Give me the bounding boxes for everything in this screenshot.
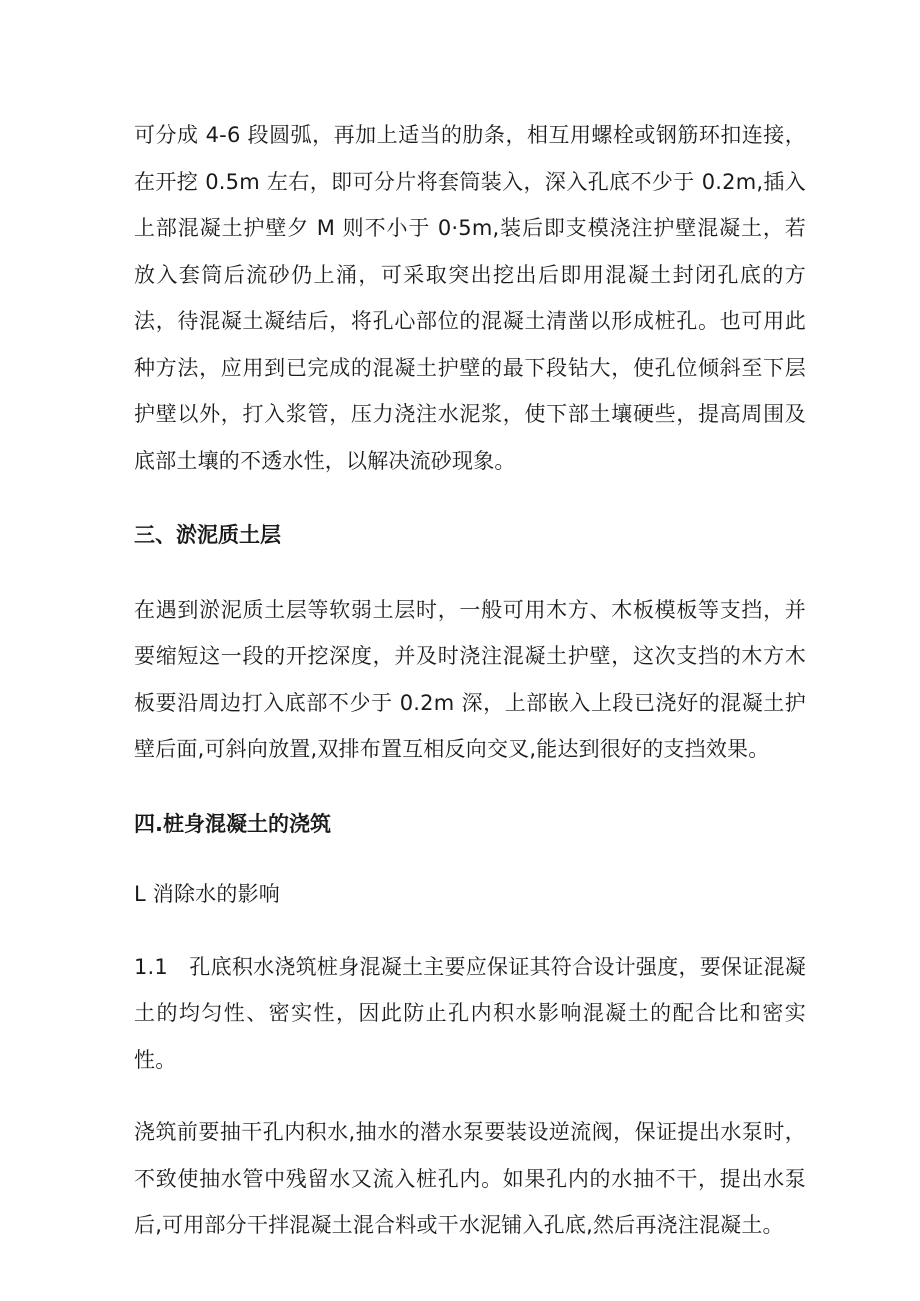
paragraph-casing-method: 可分成 4-6 段圆弧，再加上适当的肋条，相互用螺栓或钢筋环扣连接，在开挖 0.5m 左右，即可分片将套筒装入，深入孔底不少于 0.2m,插入上部混凝土护壁夕 M 则不小于 0·5m,装后即支模浇注护壁混凝土，若放入套筒后流砂仍上涌，可采取突出挖出后即用混凝土封闭孔底的方法，待混凝土凝结后，将孔心部位的混凝土清凿以形成桩孔。也可用此种方法，应用到已完成的混凝土护壁的最下段钻大，使孔位倾斜至下层护壁以外，打入浆管，压力浇注水泥浆，使下部土壤硬些，提高周围及底部土壤的不透水性，以解决流砂现象。 [134,123,806,473]
paragraph-pumping: 浇筑前要抽干孔内积水,抽水的潜水泵要装设逆流阀，保证提出水泵时，不致使抽水管中残留水又流入桩孔内。如果孔内的水抽不干，提出水泵后,可用部分干拌混凝土混合料或干水泥铺入孔底,然后再浇注混凝土。 [134,1120,806,1237]
subheading-water-influence: L 消除水的影响 [134,882,280,906]
paragraph-bottom-water: 1.1 孔底积水浇筑桩身混凝土主要应保证其符合设计强度，要保证混凝土的均匀性、密实性，因此防止孔内积水影响混凝土的配合比和密实性。 [134,954,806,1072]
section-heading-silt-layer: 三、淤泥质土层 [134,523,281,547]
document-page [134,112,806,1249]
paragraph-silt-support: 在遇到淤泥质土层等软弱土层时，一般可用木方、木板模板等支挡，并要缩短这一段的开挖深度，并及时浇注混凝土护壁，这次支挡的木方木板要沿周边打入底部不少于 0.2m 深，上部嵌入上段已浇好的混凝土护壁后面,可斜向放置,双排布置互相反向交叉,能达到很好的支挡效果。 [134,597,806,761]
section-heading-concrete-pouring: 四.桩身混凝土的浇筑 [134,811,331,836]
